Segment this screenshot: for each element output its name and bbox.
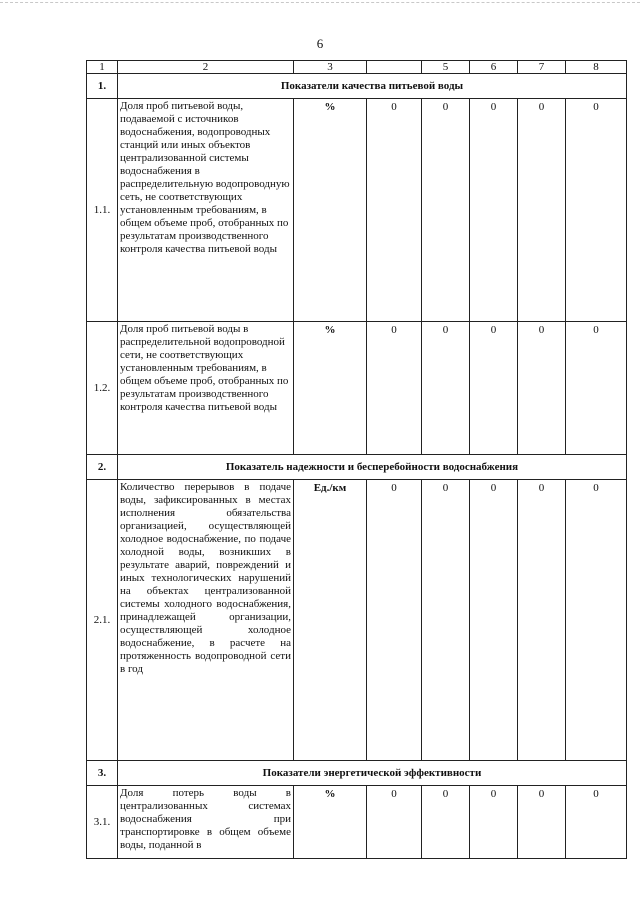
section-title: Показатели энергетической эффективности xyxy=(118,761,627,786)
section-row-1 xyxy=(87,74,627,99)
row-number: 2.1. xyxy=(87,480,118,761)
row-value: 0 xyxy=(566,99,627,322)
table-row xyxy=(87,786,627,859)
row-value: 0 xyxy=(518,99,566,322)
row-value: 0 xyxy=(367,99,422,322)
section-row-2 xyxy=(87,455,627,480)
row-number: 1.2. xyxy=(87,322,118,455)
row-number: 3.1. xyxy=(87,786,118,859)
table-row xyxy=(87,322,627,455)
row-value: 0 xyxy=(518,786,566,859)
row-value: 0 xyxy=(566,322,627,455)
col-header-5: 5 xyxy=(422,61,470,74)
row-unit: % xyxy=(294,322,367,455)
row-value: 0 xyxy=(367,322,422,455)
row-description: Доля проб питьевой воды, подаваемой с источников водоснабжения, водопроводных станций или иных объектов централизованной системы водоснабжения в распределительную водопроводную сеть, не соответствующих установленным требованиям, в общем объеме проб, отобранных по результатам производственного контроля качества питьевой воды xyxy=(118,99,294,322)
row-value: 0 xyxy=(367,786,422,859)
col-header-6: 6 xyxy=(470,61,518,74)
col-header-2: 2 xyxy=(118,61,294,74)
row-value: 0 xyxy=(422,786,470,859)
scan-edge-line xyxy=(0,2,640,4)
page-number: 6 xyxy=(316,36,324,51)
row-value: 0 xyxy=(422,480,470,761)
row-value: 0 xyxy=(470,322,518,455)
table-row xyxy=(87,99,627,322)
row-value: 0 xyxy=(566,480,627,761)
col-header-4 xyxy=(367,61,422,74)
row-description: Доля потерь воды в централизованных системах водоснабжения при транспортировке в общем объеме воды, поданной в xyxy=(118,786,294,859)
col-header-7: 7 xyxy=(518,61,566,74)
row-value: 0 xyxy=(566,786,627,859)
section-title: Показатель надежности и бесперебойности водоснабжения xyxy=(118,455,627,480)
row-unit: % xyxy=(294,786,367,859)
section-title: Показатели качества питьевой воды xyxy=(118,74,627,99)
row-value: 0 xyxy=(422,99,470,322)
col-header-1: 1 xyxy=(87,61,118,74)
row-description: Доля проб питьевой воды в распределительной водопроводной сети, не соответствующих установленным требованиям, в общем объеме проб, отобранных по результатам производственного контроля качества питьевой воды xyxy=(118,322,294,455)
row-value: 0 xyxy=(470,786,518,859)
section-number: 3. xyxy=(87,761,118,786)
row-number: 1.1. xyxy=(87,99,118,322)
row-unit: % xyxy=(294,99,367,322)
row-value: 0 xyxy=(367,480,422,761)
col-header-8: 8 xyxy=(566,61,627,74)
row-value: 0 xyxy=(470,99,518,322)
section-row-3 xyxy=(87,761,627,786)
section-number: 2. xyxy=(87,455,118,480)
row-unit: Ед./км xyxy=(294,480,367,761)
row-description: Количество перерывов в подаче воды, зафиксированных в местах исполнения обязательства организацией, осуществляющей холодное водоснабжение, по подаче холодной воды, возникших в результате аварий, повреждений и иных технологических нарушений на объектах централизованной системы холодного водоснабжения, принадлежащей организации, осуществляющей холодное водоснабжение, в расчете на протяженность водопроводной сети в год xyxy=(118,480,294,761)
row-value: 0 xyxy=(470,480,518,761)
indicators-table xyxy=(86,60,627,859)
col-header-3: 3 xyxy=(294,61,367,74)
row-value: 0 xyxy=(422,322,470,455)
row-value: 0 xyxy=(518,322,566,455)
row-value: 0 xyxy=(518,480,566,761)
section-number: 1. xyxy=(87,74,118,99)
table-row xyxy=(87,480,627,761)
column-number-row xyxy=(87,61,627,74)
